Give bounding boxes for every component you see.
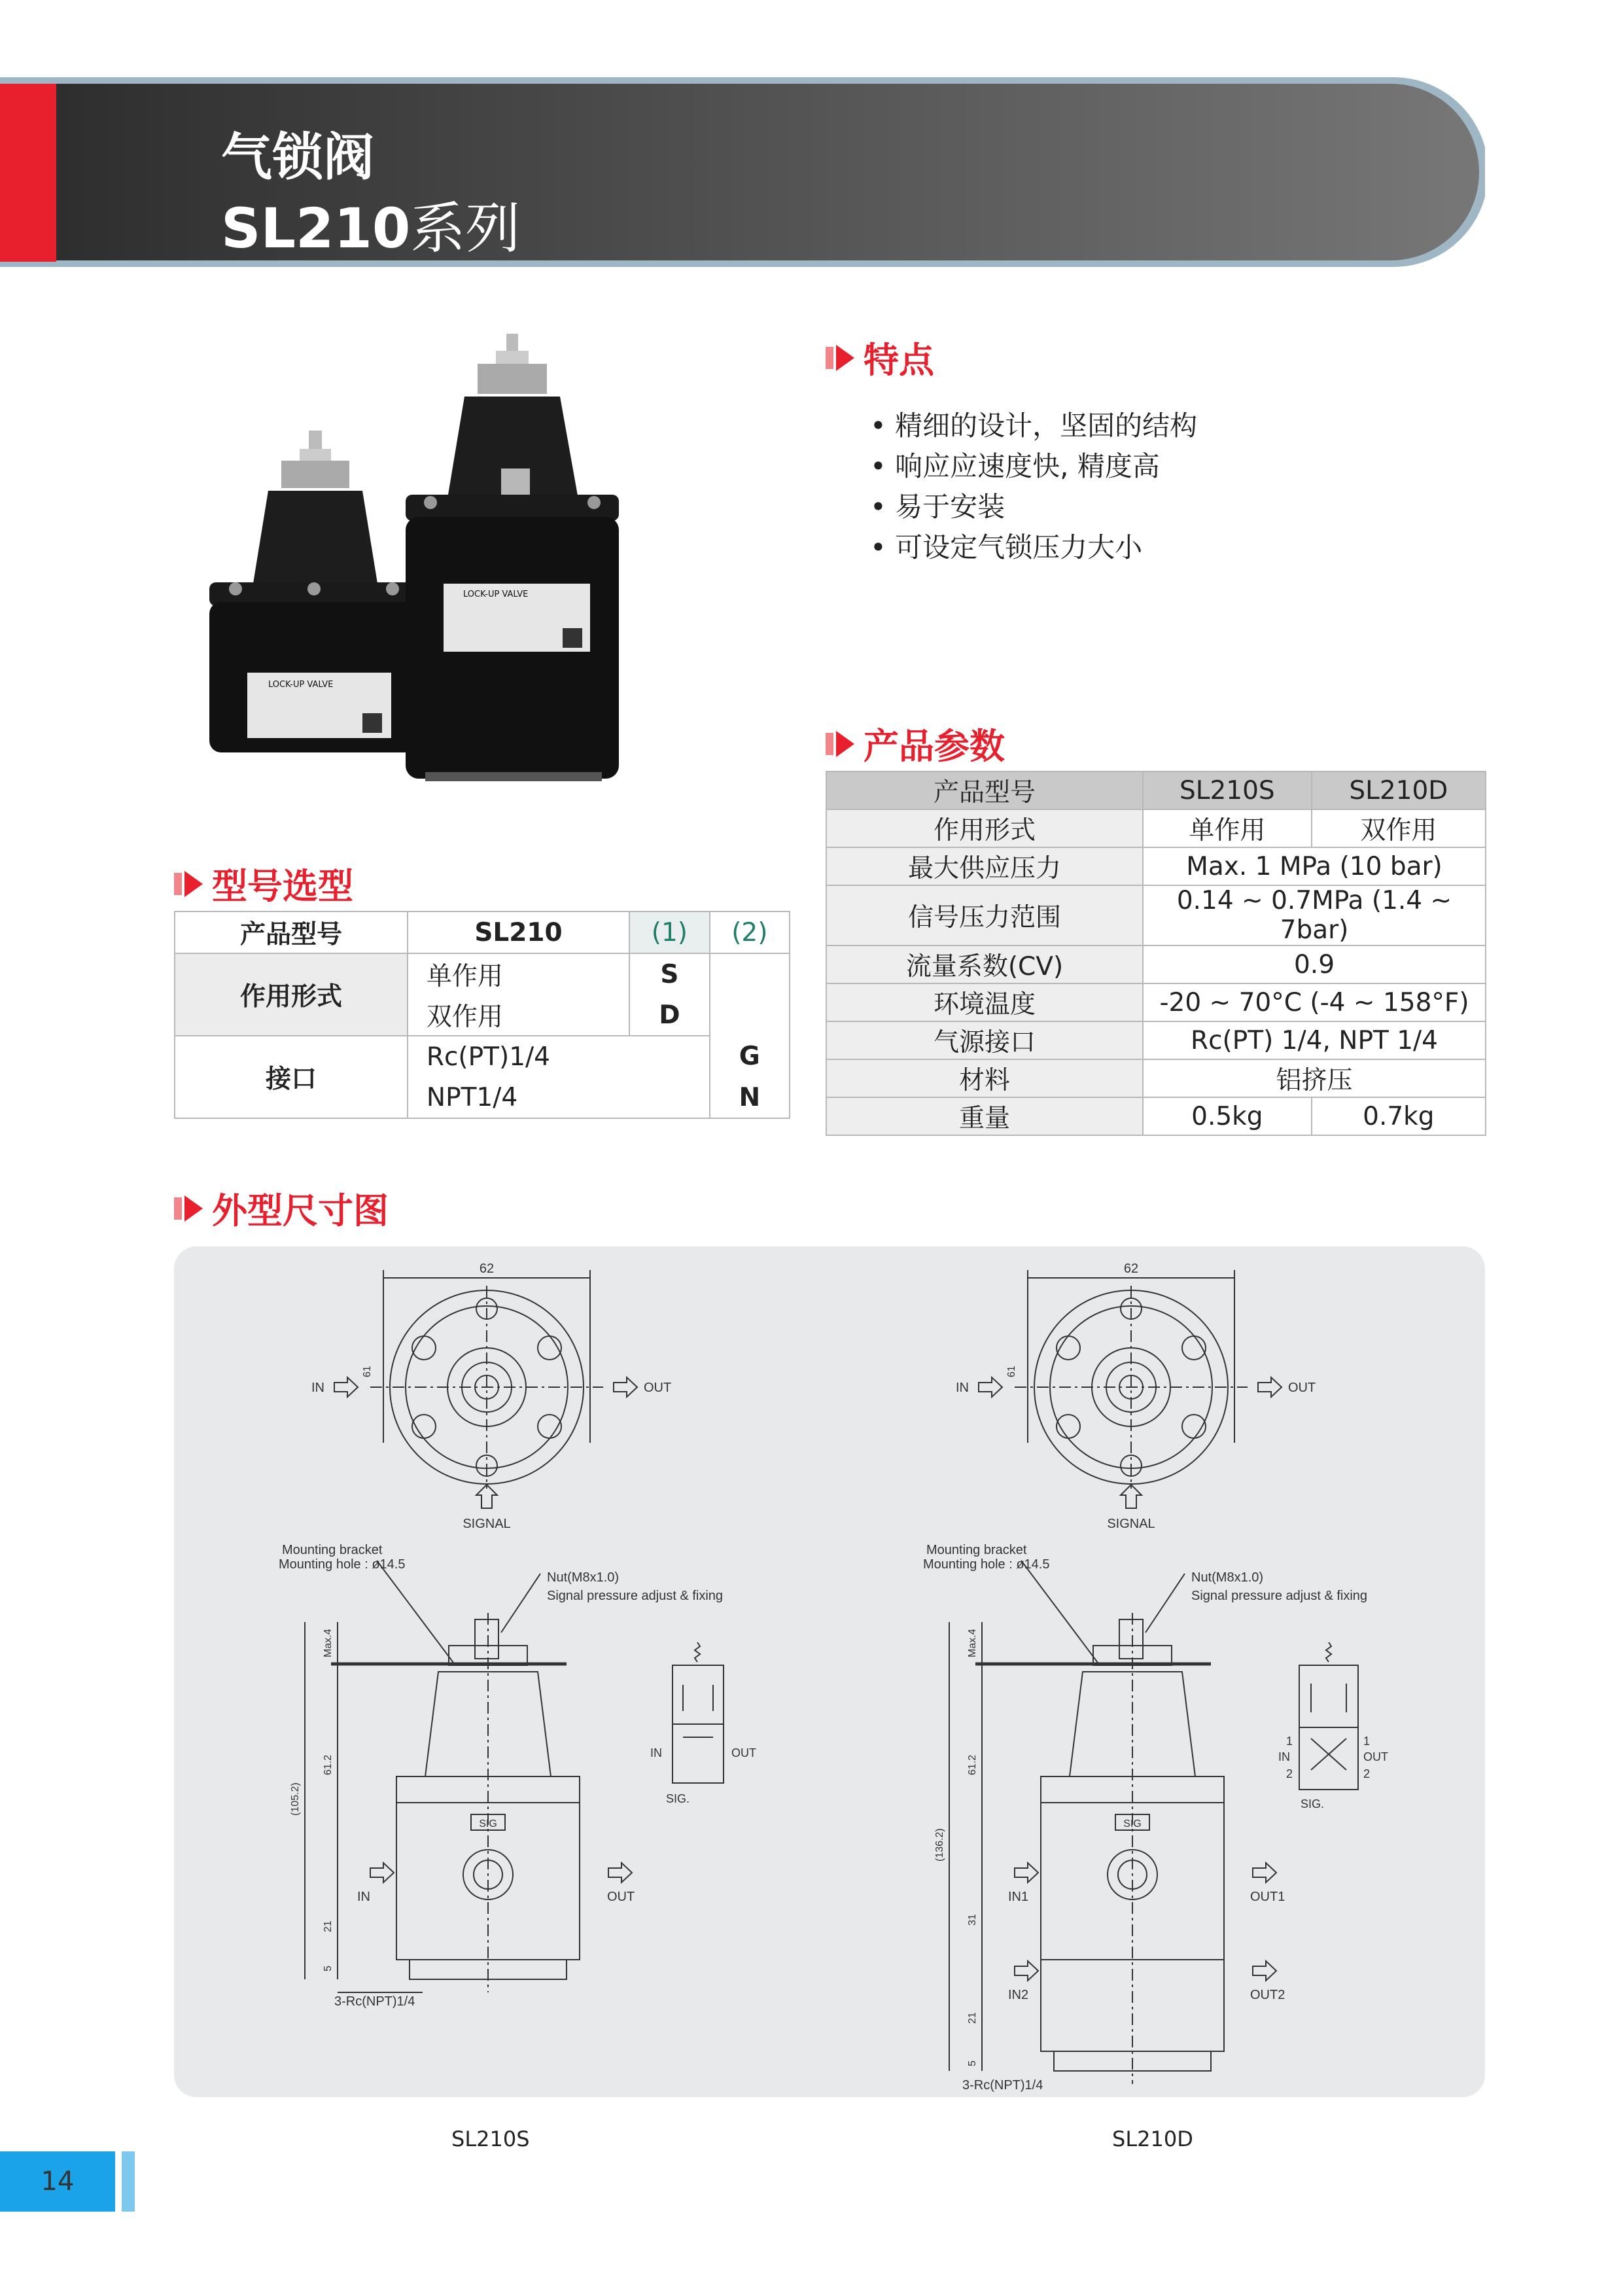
out-label: OUT <box>1288 1381 1316 1395</box>
spec-row <box>826 809 1486 847</box>
product-photo <box>190 321 733 805</box>
sl210s-top-view <box>311 1262 671 1531</box>
port-label: 3-Rc(NPT)1/4 <box>962 2078 1043 2093</box>
valve-sl210d-image <box>406 334 619 781</box>
spec-value: 铝挤压 <box>1143 1059 1486 1097</box>
dim-width: 62 <box>1123 1262 1139 1276</box>
spec-label: 气源接口 <box>826 1021 1143 1059</box>
model-header-cell: 产品型号 <box>175 911 408 953</box>
specs-heading <box>826 718 1005 769</box>
dim-21: 21 <box>323 1920 334 1932</box>
model-empty-cell <box>710 953 790 1036</box>
heading-arrow-icon <box>826 733 833 755</box>
spec-label: 环境温度 <box>826 983 1143 1021</box>
spec-header-cell: SL210S <box>1143 771 1312 809</box>
model-option: Rc(PT)1/4 <box>408 1036 710 1077</box>
features-list <box>870 406 1197 568</box>
page-number-strip <box>122 2151 135 2212</box>
bracket-title: Mounting bracket <box>282 1543 383 1557</box>
spec-label: 重量 <box>826 1097 1143 1135</box>
model-option: NPT1/4 <box>408 1077 710 1118</box>
sl210s-circuit-symbol <box>650 1642 756 1805</box>
spec-label: 作用形式 <box>826 809 1143 847</box>
out-label-side: OUT <box>607 1890 635 1904</box>
spec-value: 0.14 ~ 0.7MPa (1.4 ~ 7bar) <box>1143 885 1486 945</box>
bracket-title: Mounting bracket <box>926 1543 1027 1557</box>
model-header-code2: (2) <box>710 911 790 953</box>
spec-row <box>826 847 1486 885</box>
out2-label: OUT2 <box>1250 1988 1285 2002</box>
heading-arrow-icon <box>174 1197 182 1220</box>
spec-value: 0.5kg <box>1143 1097 1312 1135</box>
model-row <box>175 953 790 995</box>
spec-header-cell: SL210D <box>1312 771 1486 809</box>
page-number: 14 <box>41 2166 75 2197</box>
model-selection-heading-text: 型号选型 <box>212 866 353 907</box>
model-selection-table <box>174 911 790 1119</box>
model-option: 双作用 <box>408 995 629 1036</box>
feature-item: • 响应应速度快, 精度高 <box>870 446 1197 487</box>
dim-total: (105.2) <box>290 1782 301 1816</box>
sl210d-side-view <box>923 1543 1367 2093</box>
specs-heading-text: 产品参数 <box>864 726 1005 767</box>
spec-header-cell: 产品型号 <box>826 771 1143 809</box>
dim-max4: Max.4 <box>323 1629 334 1657</box>
dim-height: 61 <box>362 1366 373 1377</box>
heading-arrow-icon <box>836 345 854 371</box>
spec-row <box>826 983 1486 1021</box>
dim-31: 31 <box>967 1914 978 1926</box>
photo-label-right: LOCK-UP VALVE <box>463 590 529 599</box>
dim-height: 61 <box>1006 1366 1017 1377</box>
spec-label: 材料 <box>826 1059 1143 1097</box>
sl210s-side-view <box>279 1543 723 2009</box>
model-row-label: 作用形式 <box>175 953 408 1036</box>
spec-value: 0.7kg <box>1312 1097 1486 1135</box>
sym-sig: SIG. <box>1301 1797 1325 1810</box>
spec-table <box>826 771 1486 1136</box>
spec-row <box>826 1097 1486 1135</box>
page-title: 气锁阀 <box>221 128 375 187</box>
model-code: S <box>629 953 710 995</box>
model-row <box>175 1036 790 1077</box>
dimension-drawing-panel <box>174 1246 1485 2097</box>
dimension-drawing <box>174 1246 1485 2097</box>
nut-label: Nut(M8x1.0) <box>1191 1570 1264 1585</box>
dim-total: (136.2) <box>934 1828 945 1862</box>
features-heading-text: 特点 <box>864 340 934 381</box>
model-code: D <box>629 995 710 1036</box>
spec-value: Rc(PT) 1/4, NPT 1/4 <box>1143 1021 1486 1059</box>
model-header-row <box>175 911 790 953</box>
bracket-hole: Mounting hole : ø14.5 <box>923 1557 1050 1572</box>
sl210d-top-view <box>956 1262 1316 1531</box>
sym-in: IN <box>650 1746 662 1759</box>
model-header-code1: (1) <box>629 911 710 953</box>
photo-label-left: LOCK-UP VALVE <box>268 680 334 690</box>
brand-plate: SIG <box>1123 1818 1142 1829</box>
model-code: N <box>710 1077 790 1118</box>
in2-label: IN2 <box>1008 1988 1029 2002</box>
spec-header-row <box>826 771 1486 809</box>
out-label: OUT <box>644 1381 672 1395</box>
nut-label: Nut(M8x1.0) <box>547 1570 620 1585</box>
title-suffix: 系列 <box>410 196 521 260</box>
spec-label: 流量系数(CV) <box>826 945 1143 983</box>
spec-value: Max. 1 MPa (10 bar) <box>1143 847 1486 885</box>
nut-note: Signal pressure adjust & fixing <box>547 1589 724 1603</box>
model-header-cell: SL210 <box>408 911 629 953</box>
in1-label: IN1 <box>1008 1890 1029 1904</box>
nut-note: Signal pressure adjust & fixing <box>1191 1589 1368 1603</box>
spec-row <box>826 945 1486 983</box>
sym-out: OUT <box>731 1746 756 1759</box>
title-model: SL210 <box>221 196 411 260</box>
spec-row <box>826 1059 1486 1097</box>
spec-row <box>826 1021 1486 1059</box>
caption-sl210d: SL210D <box>1112 2127 1193 2151</box>
out1-label: OUT1 <box>1250 1890 1285 1904</box>
sym-out: OUT <box>1363 1750 1388 1763</box>
heading-arrow-icon <box>836 731 854 757</box>
bracket-hole: Mounting hole : ø14.5 <box>279 1557 406 1572</box>
in-label: IN <box>311 1381 324 1395</box>
feature-item: • 易于安装 <box>870 487 1197 527</box>
dim-21: 21 <box>967 2012 978 2024</box>
heading-arrow-icon <box>184 1195 203 1222</box>
spec-label: 最大供应压力 <box>826 847 1143 885</box>
in-label-side: IN <box>357 1890 370 1904</box>
model-option: 单作用 <box>408 953 629 995</box>
sym-1-left: 1 <box>1286 1735 1293 1748</box>
dim-612: 61.2 <box>323 1754 334 1775</box>
heading-arrow-icon <box>826 347 833 369</box>
dim-5: 5 <box>323 1966 334 1971</box>
dimensions-heading-text: 外型尺寸图 <box>212 1190 389 1231</box>
sym-in: IN <box>1278 1750 1290 1763</box>
signal-label: SIGNAL <box>463 1517 511 1531</box>
feature-item: • 可设定气锁压力大小 <box>870 527 1197 568</box>
model-code: G <box>710 1036 790 1077</box>
sym-sig: SIG. <box>666 1792 690 1805</box>
feature-item: • 精细的设计，坚固的结构 <box>870 406 1197 446</box>
model-row-label: 接口 <box>175 1036 408 1118</box>
dim-width: 62 <box>479 1262 495 1276</box>
heading-arrow-icon <box>174 873 182 895</box>
sym-1-right: 1 <box>1363 1735 1371 1748</box>
header-accent-bar <box>0 84 56 262</box>
page-subtitle <box>221 185 520 264</box>
dim-max4: Max.4 <box>967 1629 978 1657</box>
caption-sl210s: SL210S <box>451 2127 530 2151</box>
valve-sl210s-image <box>209 431 416 752</box>
features-heading <box>826 332 934 383</box>
spec-value: 双作用 <box>1312 809 1486 847</box>
sym-2-left: 2 <box>1286 1767 1293 1780</box>
heading-arrow-icon <box>184 871 203 897</box>
sym-2-right: 2 <box>1363 1767 1371 1780</box>
in-label: IN <box>956 1381 969 1395</box>
spec-label: 信号压力范围 <box>826 885 1143 945</box>
port-label: 3-Rc(NPT)1/4 <box>334 1994 415 2009</box>
model-selection-heading <box>174 858 353 909</box>
dim-612: 61.2 <box>967 1754 978 1775</box>
spec-value: -20 ~ 70°C (-4 ~ 158°F) <box>1143 983 1486 1021</box>
sl210d-circuit-symbol <box>1278 1642 1388 1810</box>
signal-label: SIGNAL <box>1107 1517 1155 1531</box>
spec-value: 单作用 <box>1143 809 1312 847</box>
dimensions-heading <box>174 1183 389 1233</box>
spec-value: 0.9 <box>1143 945 1486 983</box>
dim-5: 5 <box>967 2060 978 2066</box>
brand-plate: SIG <box>479 1818 497 1829</box>
spec-row <box>826 885 1486 945</box>
